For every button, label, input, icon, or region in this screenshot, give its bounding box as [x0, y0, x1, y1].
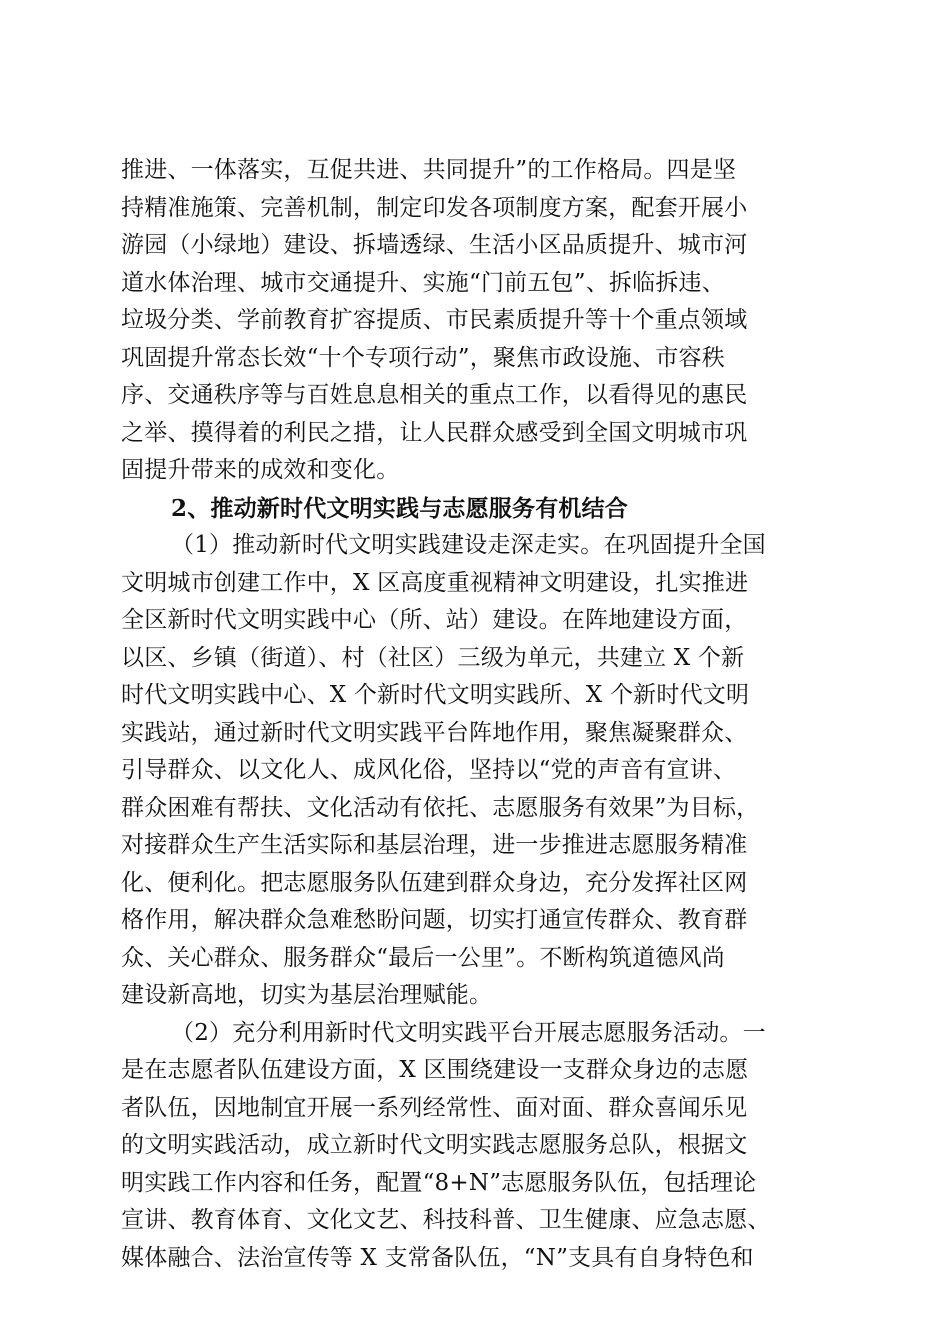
text-line: 引导群众、以文化人、成风化俗，坚持以“党的声音有宣讲、	[121, 757, 737, 783]
text-line: 巩固提升常态长效“十个专项行动”，聚焦市政设施、市容秩	[121, 344, 725, 371]
text-line: 持精准施策、完善机制，制定印发各项制度方案，配套开展小	[121, 194, 748, 221]
text-line: 垃圾分类、学前教育扩容提质、市民素质提升等十个重点领域	[121, 307, 748, 333]
text-line: 时代文明实践中心、X 个新时代文明实践所、X 个新时代文明	[121, 682, 750, 708]
text-line: 群众困难有帮扶、文化活动有依托、志愿服务有效果”为目标，	[121, 794, 760, 821]
text-line: 道水体治理、城市交通提升、实施“门前五包”、拆临拆违、	[121, 269, 725, 296]
text-line: 建设新高地，切实为基层治理赋能。	[121, 982, 493, 1008]
body-text	[121, 152, 833, 1277]
text-line: 文明城市创建工作中，X 区高度重视精神文明建设，扎实推进	[121, 569, 749, 596]
text-line: 众、关心群众、服务群众“最后一公里”。不断构筑道德风尚	[121, 944, 725, 971]
text-line: 实践站，通过新时代文明实践平台阵地作用，聚焦凝聚群众、	[121, 719, 748, 746]
text-line: 推进、一体落实，互促共进、共同提升”的工作格局。四是坚	[121, 157, 737, 183]
text-line: 对接群众生产生活实际和基层治理，进一步推进志愿服务精准	[121, 832, 748, 858]
text-line: 者队伍，因地制宜开展一系列经常性、面对面、群众喜闻乐见	[121, 1094, 748, 1121]
text-line: 之举、摸得着的利民之措，让人民群众感受到全国文明城市巩	[121, 419, 748, 446]
section-heading: 2、推动新时代文明实践与志愿服务有机结合	[171, 494, 629, 522]
text-line: 宣讲、教育体育、文化文艺、科技科普、卫生健康、应急志愿、	[121, 1207, 771, 1233]
text-line: 的文明实践活动，成立新时代文明实践志愿服务总队，根据文	[121, 1132, 748, 1158]
text-line: 媒体融合、法治宣传等 X 支常备队伍，“N”支具有自身特色和	[121, 1244, 754, 1271]
text-line: 序、交通秩序等与百姓息息相关的重点工作，以看得见的惠民	[121, 382, 748, 408]
text-line: 明实践工作内容和任务，配置“8+N”志愿服务队伍，包括理论	[121, 1169, 757, 1196]
paragraph-start: （2）充分利用新时代文明实践平台开展志愿服务活动。一	[171, 1019, 766, 1046]
text-line: 游园（小绿地）建设、拆墙透绿、生活小区品质提升、城市河	[121, 232, 748, 258]
paragraph-start: （1）推动新时代文明实践建设走深走实。在巩固提升全国	[171, 532, 766, 558]
text-line: 化、便利化。把志愿服务队伍建到群众身边，充分发挥社区网	[121, 869, 748, 896]
text-line: 全区新时代文明实践中心（所、站）建设。在阵地建设方面，	[121, 607, 748, 633]
text-line: 是在志愿者队伍建设方面，X 区围绕建设一支群众身边的志愿	[121, 1057, 749, 1083]
text-line: 格作用，解决群众急难愁盼问题，切实打通宣传群众、教育群	[121, 907, 748, 933]
text-line: 固提升带来的成效和变化。	[121, 457, 400, 483]
text-line: 以区、乡镇（街道）、村（社区）三级为单元，共建立 X 个新	[121, 644, 745, 671]
